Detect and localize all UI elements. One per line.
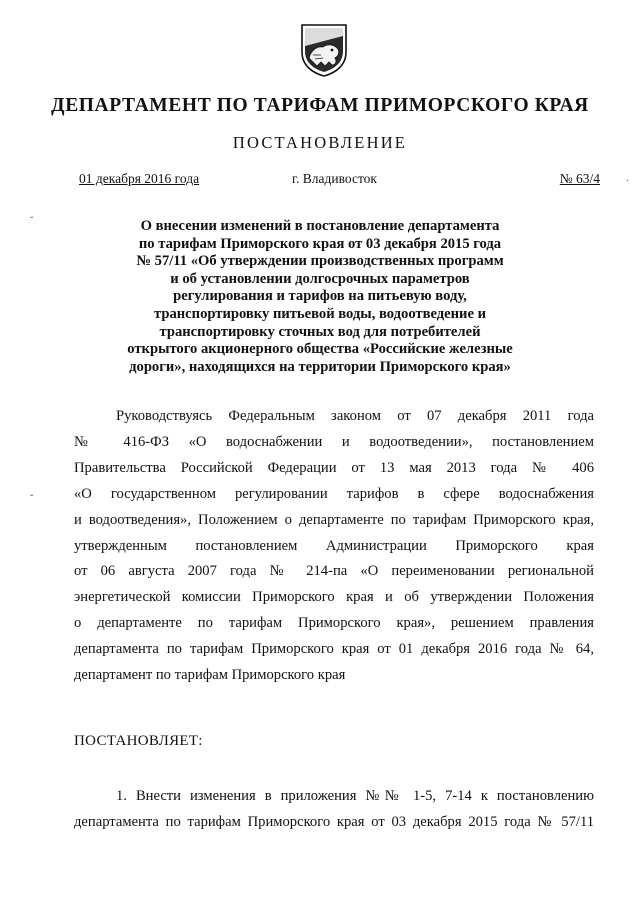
- item-1-paragraph: [74, 783, 594, 835]
- paragraph-line: и водоотведения», Положением о департаменте по тарифам Приморского края,: [74, 511, 594, 528]
- paragraph-line: 1. Внести изменения в приложения №№ 1-5, 7-14 к постановлению: [116, 788, 594, 804]
- paragraph-line: о департаменте по тарифам Приморского края», решением правления: [74, 615, 594, 632]
- document-city: г. Владивосток: [292, 171, 377, 186]
- resolves-heading: ПОСТАНОВЛЯЕТ:: [74, 733, 203, 749]
- document-subject: [95, 218, 545, 376]
- preamble-paragraph: [74, 404, 594, 689]
- paragraph-line: Правительства Российской Федерации от 13 мая 2013 года № 406: [74, 459, 594, 476]
- paragraph-line: энергетической комиссии Приморского края и об утверждении Положения: [74, 589, 594, 606]
- subject-line: открытого акционерного общества «Российские железные: [127, 341, 513, 358]
- document-number: № 63/4: [559, 171, 600, 186]
- paragraph-line: департамента по тарифам Приморского края от 03 декабря 2015 года № 57/11: [74, 814, 594, 830]
- subject-line: регулирования и тарифов на питьевую воду,: [173, 288, 467, 305]
- document-type: ПОСТАНОВЛЕНИЕ: [232, 133, 408, 152]
- paragraph-line: департамент по тарифам Приморского края: [74, 667, 346, 684]
- paragraph-line: «О государственном регулировании тарифов в сфере водоснабжения: [74, 485, 594, 502]
- margin-mark-icon: ˇ: [30, 216, 34, 227]
- subject-line: транспортировку питьевой воды, водоотведение и: [154, 305, 486, 322]
- subject-line: и об установлении долгосрочных параметров: [170, 270, 470, 287]
- coat-of-arms-icon: [299, 22, 349, 78]
- subject-line: дороги», находящихся на территории Приморского края»: [129, 358, 511, 375]
- subject-line: транспортировку сточных вод для потребителей: [159, 323, 481, 340]
- subject-line: О внесении изменений в постановление департамента: [140, 218, 500, 234]
- paragraph-line: Руководствуясь Федеральным законом от 07 декабря 2011 года: [116, 408, 594, 424]
- margin-mark-icon: ·: [626, 176, 630, 187]
- department-title: ДЕПАРТАМЕНТ ПО ТАРИФАМ ПРИМОРСКОГО КРАЯ: [51, 95, 589, 116]
- margin-mark-icon: ˇ: [30, 494, 34, 505]
- paragraph-line: департамента по тарифам Приморского края от 01 декабря 2016 года № 64,: [74, 641, 594, 658]
- paragraph-line: № 416-ФЗ «О водоснабжении и водоотведении», постановлением: [74, 433, 594, 450]
- subject-line: по тарифам Приморского края от 03 декабря 2015 года: [138, 235, 502, 252]
- paragraph-line: утвержденным постановлением Администрации Приморского края: [74, 537, 594, 554]
- document-date: 01 декабря 2016 года: [79, 171, 200, 186]
- subject-line: № 57/11 «Об утверждении производственных программ: [136, 253, 504, 270]
- paragraph-line: от 06 августа 2007 года № 214-па «О переименовании региональной: [74, 563, 594, 580]
